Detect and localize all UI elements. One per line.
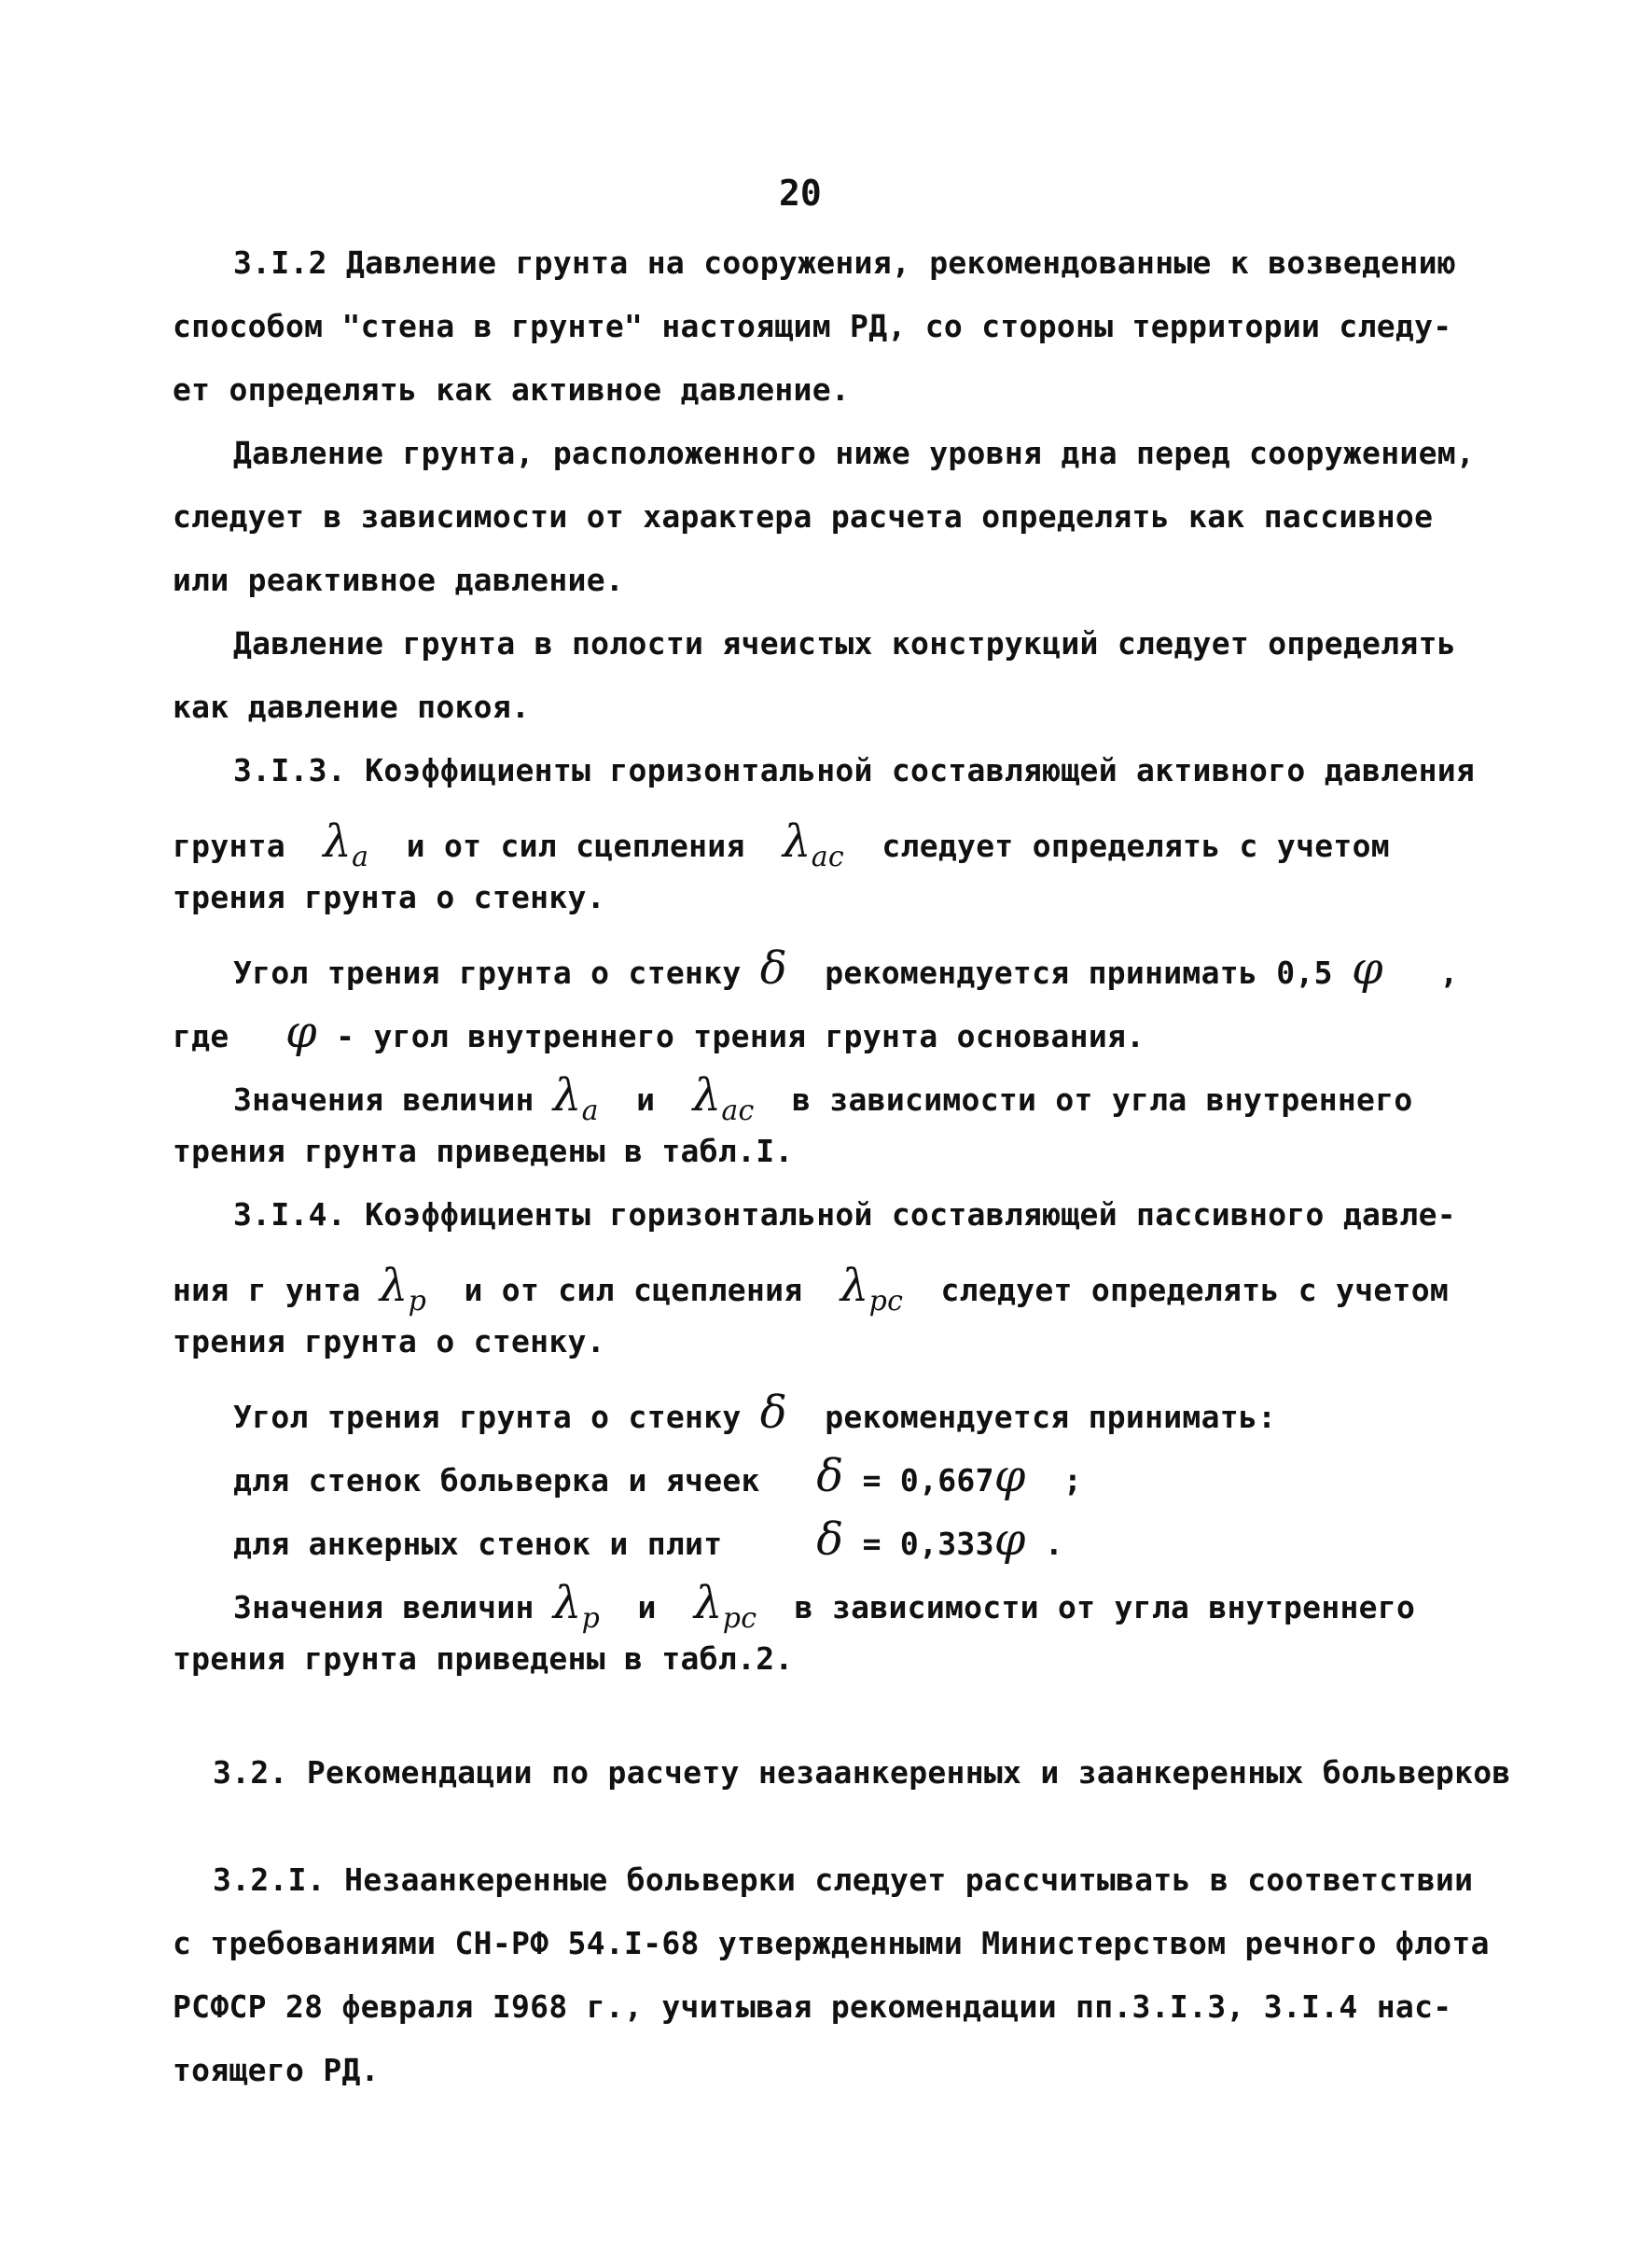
text-line: Угол трения грунта о стенку δ рекомендуется принимать:: [233, 1387, 1277, 1439]
text-line: тоящего РД.: [173, 2052, 380, 2088]
delta-symbol: δ: [816, 1450, 844, 1502]
text-line: Угол трения грунта о стенку δ рекомендуется принимать 0,5 φ ,: [233, 942, 1459, 995]
phi-symbol: φ: [285, 1006, 317, 1058]
lambda-ac-symbol: $\lambda_{ac}$: [783, 816, 845, 873]
lambda-a-symbol: $\lambda_a$: [552, 1069, 599, 1127]
text-line: Значения величин $\lambda_p$ и $\lambda_{pc}$ в зависимости от угла внутреннего: [233, 1577, 1416, 1635]
text-line: трения грунта приведены в табл.2.: [173, 1640, 794, 1677]
text-line: Значения величин $\lambda_a$ и $\lambda_{ac}$ в зависимости от угла внутреннего: [233, 1069, 1413, 1127]
delta-symbol: δ: [759, 942, 787, 995]
lambda-pc-symbol: $\lambda_{pc}$: [840, 1260, 904, 1318]
text-line: грунта $\lambda_a$ и от сил сцепления $\lambda_{ac}$ следует определять с учетом: [173, 816, 1390, 873]
text-line: трения грунта о стенку.: [173, 879, 605, 915]
text-line: для анкерных стенок и плит δ = 0,333φ .: [233, 1513, 1064, 1566]
text-line: с требованиями СН-РФ 54.I-68 утвержденными Министерством речного флота: [173, 1925, 1490, 1961]
text-line: 3.I.3. Коэффициенты горизонтальной составляющей активного давления: [233, 752, 1476, 788]
text-line: РСФСР 28 февраля I968 г., учитывая рекомендации пп.3.I.3, 3.I.4 нас-: [173, 1988, 1452, 2025]
text-line: Давление грунта в полости ячеистых конструкций следует определять: [233, 625, 1456, 662]
text-line: или реактивное давление.: [173, 562, 625, 598]
text-line: следует в зависимости от характера расчета определять как пассивное: [173, 498, 1434, 535]
text-line: ет определять как активное давление.: [173, 371, 851, 408]
text-line: способом "стена в грунте" настоящим РД, со стороны территории следу-: [173, 308, 1452, 344]
phi-symbol: φ: [993, 1450, 1026, 1502]
text-line: 3.2.I. Незаанкеренные больверки следует рассчитывать в соответствии: [213, 1862, 1474, 1898]
text-line: 3.I.4. Коэффициенты горизонтальной составляющей пассивного давле-: [233, 1196, 1456, 1233]
lambda-pc-symbol: $\lambda_{pc}$: [693, 1577, 757, 1635]
delta-symbol: δ: [816, 1513, 844, 1566]
lambda-a-symbol: $\lambda_a$: [323, 816, 369, 873]
page-number: 20: [779, 173, 822, 214]
text-line: 3.I.2 Давление грунта на сооружения, рекомендованные к возведению: [233, 244, 1456, 281]
text-line: ния г унта $\lambda_p$ и от сил сцепления $\lambda_{pc}$ следует определять с учетом: [173, 1260, 1450, 1318]
delta-symbol: δ: [759, 1387, 787, 1439]
text: грунта: [173, 828, 286, 864]
phi-symbol: φ: [1351, 942, 1383, 995]
text-line: где φ - угол внутреннего трения грунта основания.: [173, 1006, 1145, 1058]
phi-symbol: φ: [993, 1513, 1026, 1566]
lambda-ac-symbol: $\lambda_{ac}$: [692, 1069, 755, 1127]
section-heading: 3.2. Рекомендации по расчету незаанкеренных и заанкеренных больверков: [213, 1754, 1511, 1791]
text-line: трения грунта приведены в табл.I.: [173, 1133, 794, 1169]
lambda-p-symbol: $\lambda_p$: [552, 1577, 601, 1635]
lambda-p-symbol: $\lambda_p$: [379, 1260, 427, 1318]
text-line: Давление грунта, расположенного ниже уровня дна перед сооружением,: [233, 435, 1476, 471]
text-line: как давление покоя.: [173, 689, 531, 725]
text-line: для стенок больверка и ячеек δ = 0,667φ ;: [233, 1450, 1083, 1502]
text-line: трения грунта о стенку.: [173, 1323, 605, 1360]
